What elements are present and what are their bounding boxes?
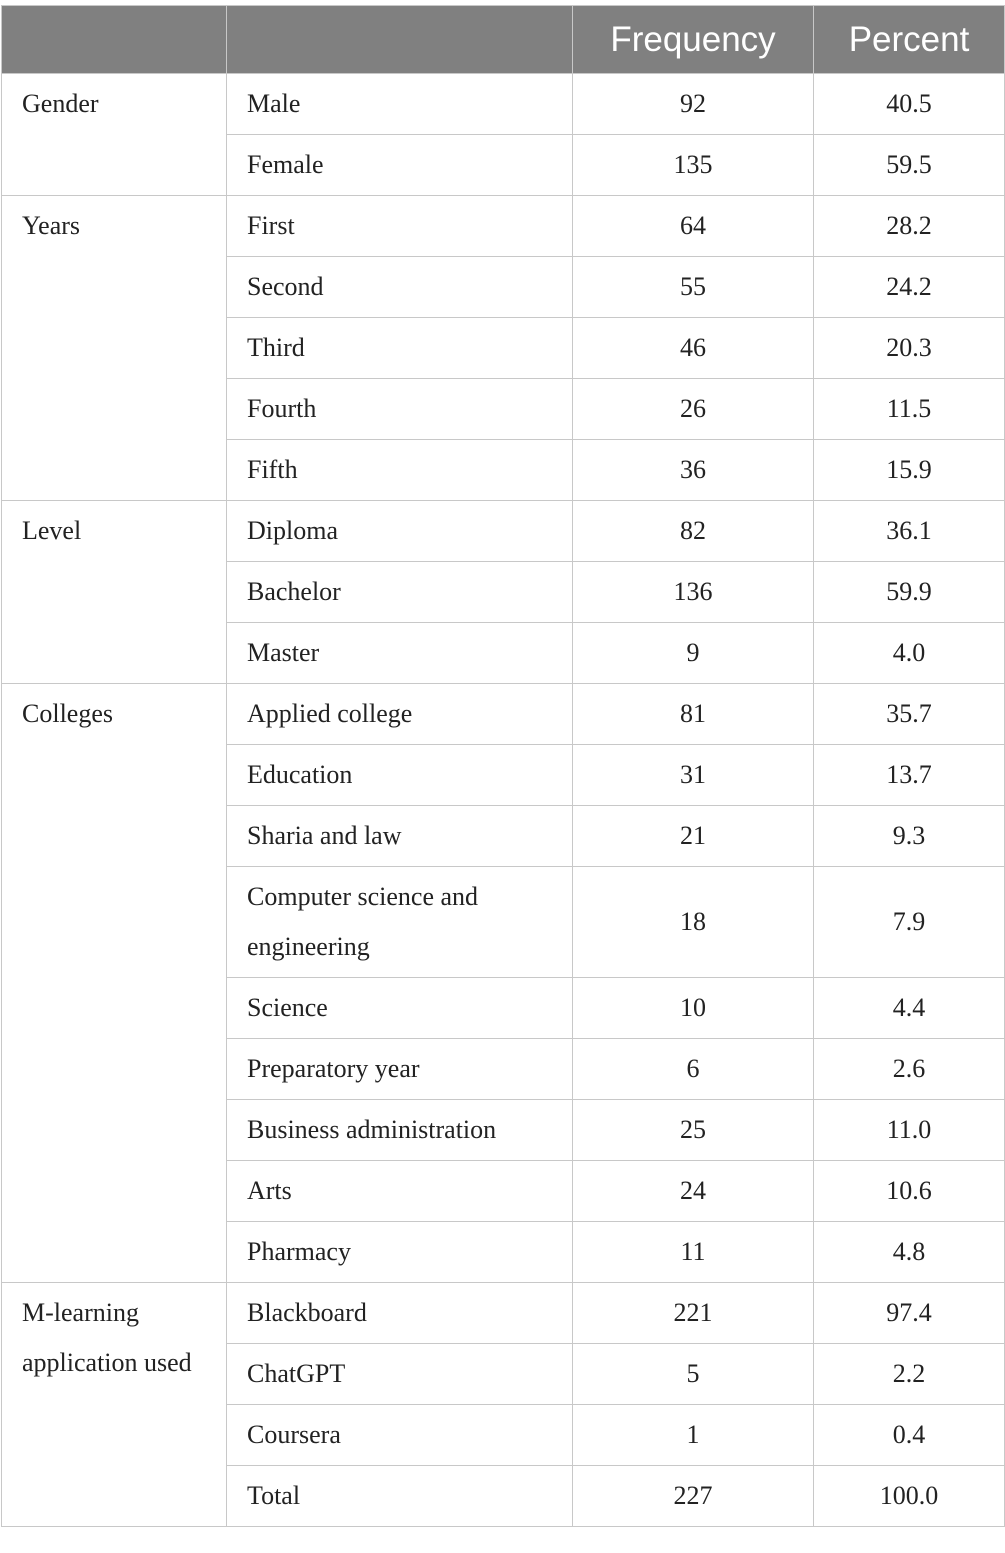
table-wrapper [1,5,1005,1527]
frequency-cell-total: 227 [573,1466,814,1527]
row-label: Arts [227,1161,573,1222]
frequency-cell: 81 [573,684,814,745]
header-subcategory [227,6,573,74]
percent-cell: 24.2 [814,257,1005,318]
frequency-cell: 26 [573,379,814,440]
header-percent: Percent [814,6,1005,74]
percent-cell: 28.2 [814,196,1005,257]
row-label: Second [227,257,573,318]
group-label-colleges: Colleges [2,684,227,1283]
percent-cell: 40.5 [814,74,1005,135]
frequency-cell: 1 [573,1405,814,1466]
percent-cell: 10.6 [814,1161,1005,1222]
percent-cell: 9.3 [814,806,1005,867]
row-label: Science [227,978,573,1039]
frequency-cell: 9 [573,623,814,684]
row-label: ChatGPT [227,1344,573,1405]
percent-cell: 7.9 [814,867,1005,978]
row-label: Third [227,318,573,379]
percent-cell: 4.4 [814,978,1005,1039]
row-label: Computer science and engineering [227,867,573,978]
header-row [2,6,1005,74]
row-label: Education [227,745,573,806]
table-row [2,74,1005,135]
frequency-cell: 5 [573,1344,814,1405]
table-header [2,6,1005,74]
row-label: Diploma [227,501,573,562]
percent-cell: 4.8 [814,1222,1005,1283]
group-label-gender: Gender [2,74,227,196]
row-label: Female [227,135,573,196]
frequency-cell: 64 [573,196,814,257]
frequency-cell: 221 [573,1283,814,1344]
percent-cell: 0.4 [814,1405,1005,1466]
row-label-total: Total [227,1466,573,1527]
percent-cell: 36.1 [814,501,1005,562]
frequency-cell: 92 [573,74,814,135]
demographics-table [1,5,1005,1527]
frequency-cell: 21 [573,806,814,867]
percent-cell-total: 100.0 [814,1466,1005,1527]
frequency-cell: 82 [573,501,814,562]
frequency-cell: 136 [573,562,814,623]
row-label: Male [227,74,573,135]
row-label: Business administration [227,1100,573,1161]
frequency-cell: 24 [573,1161,814,1222]
percent-cell: 59.9 [814,562,1005,623]
frequency-cell: 18 [573,867,814,978]
table-row [2,684,1005,745]
percent-cell: 2.6 [814,1039,1005,1100]
group-label-years: Years [2,196,227,501]
percent-cell: 2.2 [814,1344,1005,1405]
percent-cell: 15.9 [814,440,1005,501]
table-row [2,1283,1005,1344]
frequency-cell: 135 [573,135,814,196]
row-label: First [227,196,573,257]
percent-cell: 11.0 [814,1100,1005,1161]
frequency-cell: 25 [573,1100,814,1161]
percent-cell: 20.3 [814,318,1005,379]
header-category [2,6,227,74]
row-label: Applied college [227,684,573,745]
frequency-cell: 10 [573,978,814,1039]
table-body [2,74,1005,1527]
row-label: Preparatory year [227,1039,573,1100]
frequency-cell: 6 [573,1039,814,1100]
frequency-cell: 31 [573,745,814,806]
row-label: Fifth [227,440,573,501]
percent-cell: 13.7 [814,745,1005,806]
row-label: Master [227,623,573,684]
table-row [2,196,1005,257]
percent-cell: 11.5 [814,379,1005,440]
row-label: Sharia and law [227,806,573,867]
table-row [2,501,1005,562]
frequency-cell: 46 [573,318,814,379]
frequency-cell: 55 [573,257,814,318]
row-label: Pharmacy [227,1222,573,1283]
percent-cell: 59.5 [814,135,1005,196]
percent-cell: 35.7 [814,684,1005,745]
group-label-level: Level [2,501,227,684]
frequency-cell: 36 [573,440,814,501]
row-label: Fourth [227,379,573,440]
percent-cell: 4.0 [814,623,1005,684]
row-label: Coursera [227,1405,573,1466]
group-label-m-learning: M-learning application used [2,1283,227,1527]
frequency-cell: 11 [573,1222,814,1283]
row-label: Blackboard [227,1283,573,1344]
percent-cell: 97.4 [814,1283,1005,1344]
row-label: Bachelor [227,562,573,623]
header-frequency: Frequency [573,6,814,74]
